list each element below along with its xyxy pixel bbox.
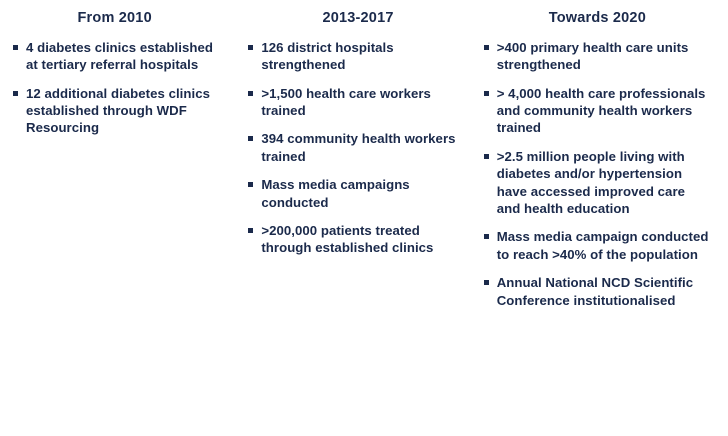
list-item: >2.5 million people living with diabetes and/or hypertension have accessed improved care and health education — [483, 148, 720, 218]
timeline-column-from-2010 — [8, 10, 243, 148]
list-item: Mass media campaign conducted to reach >40% of the population — [483, 228, 720, 263]
achievement-list — [247, 39, 478, 268]
column-title: 2013-2017 — [322, 10, 394, 26]
list-item: Annual National NCD Scientific Conference institutionalised — [483, 274, 720, 309]
list-item: > 4,000 health care professionals and community health workers trained — [483, 85, 720, 137]
timeline-column-towards-2020 — [479, 10, 720, 320]
list-item: 394 community health workers trained — [247, 130, 478, 165]
list-item: 12 additional diabetes clinics established through WDF Resourcing — [12, 85, 243, 137]
list-item: >400 primary health care units strengthened — [483, 39, 720, 74]
list-item: 126 district hospitals strengthened — [247, 39, 478, 74]
column-title: From 2010 — [77, 10, 152, 26]
list-item: >200,000 patients treated through established clinics — [247, 222, 478, 257]
list-item: Mass media campaigns conducted — [247, 176, 478, 211]
list-item: 4 diabetes clinics established at tertiary referral hospitals — [12, 39, 243, 74]
column-title: Towards 2020 — [548, 10, 646, 26]
achievement-list — [12, 39, 243, 148]
list-item: >1,500 health care workers trained — [247, 85, 478, 120]
timeline-column-2013-2017 — [243, 10, 478, 268]
achievement-list — [483, 39, 720, 320]
